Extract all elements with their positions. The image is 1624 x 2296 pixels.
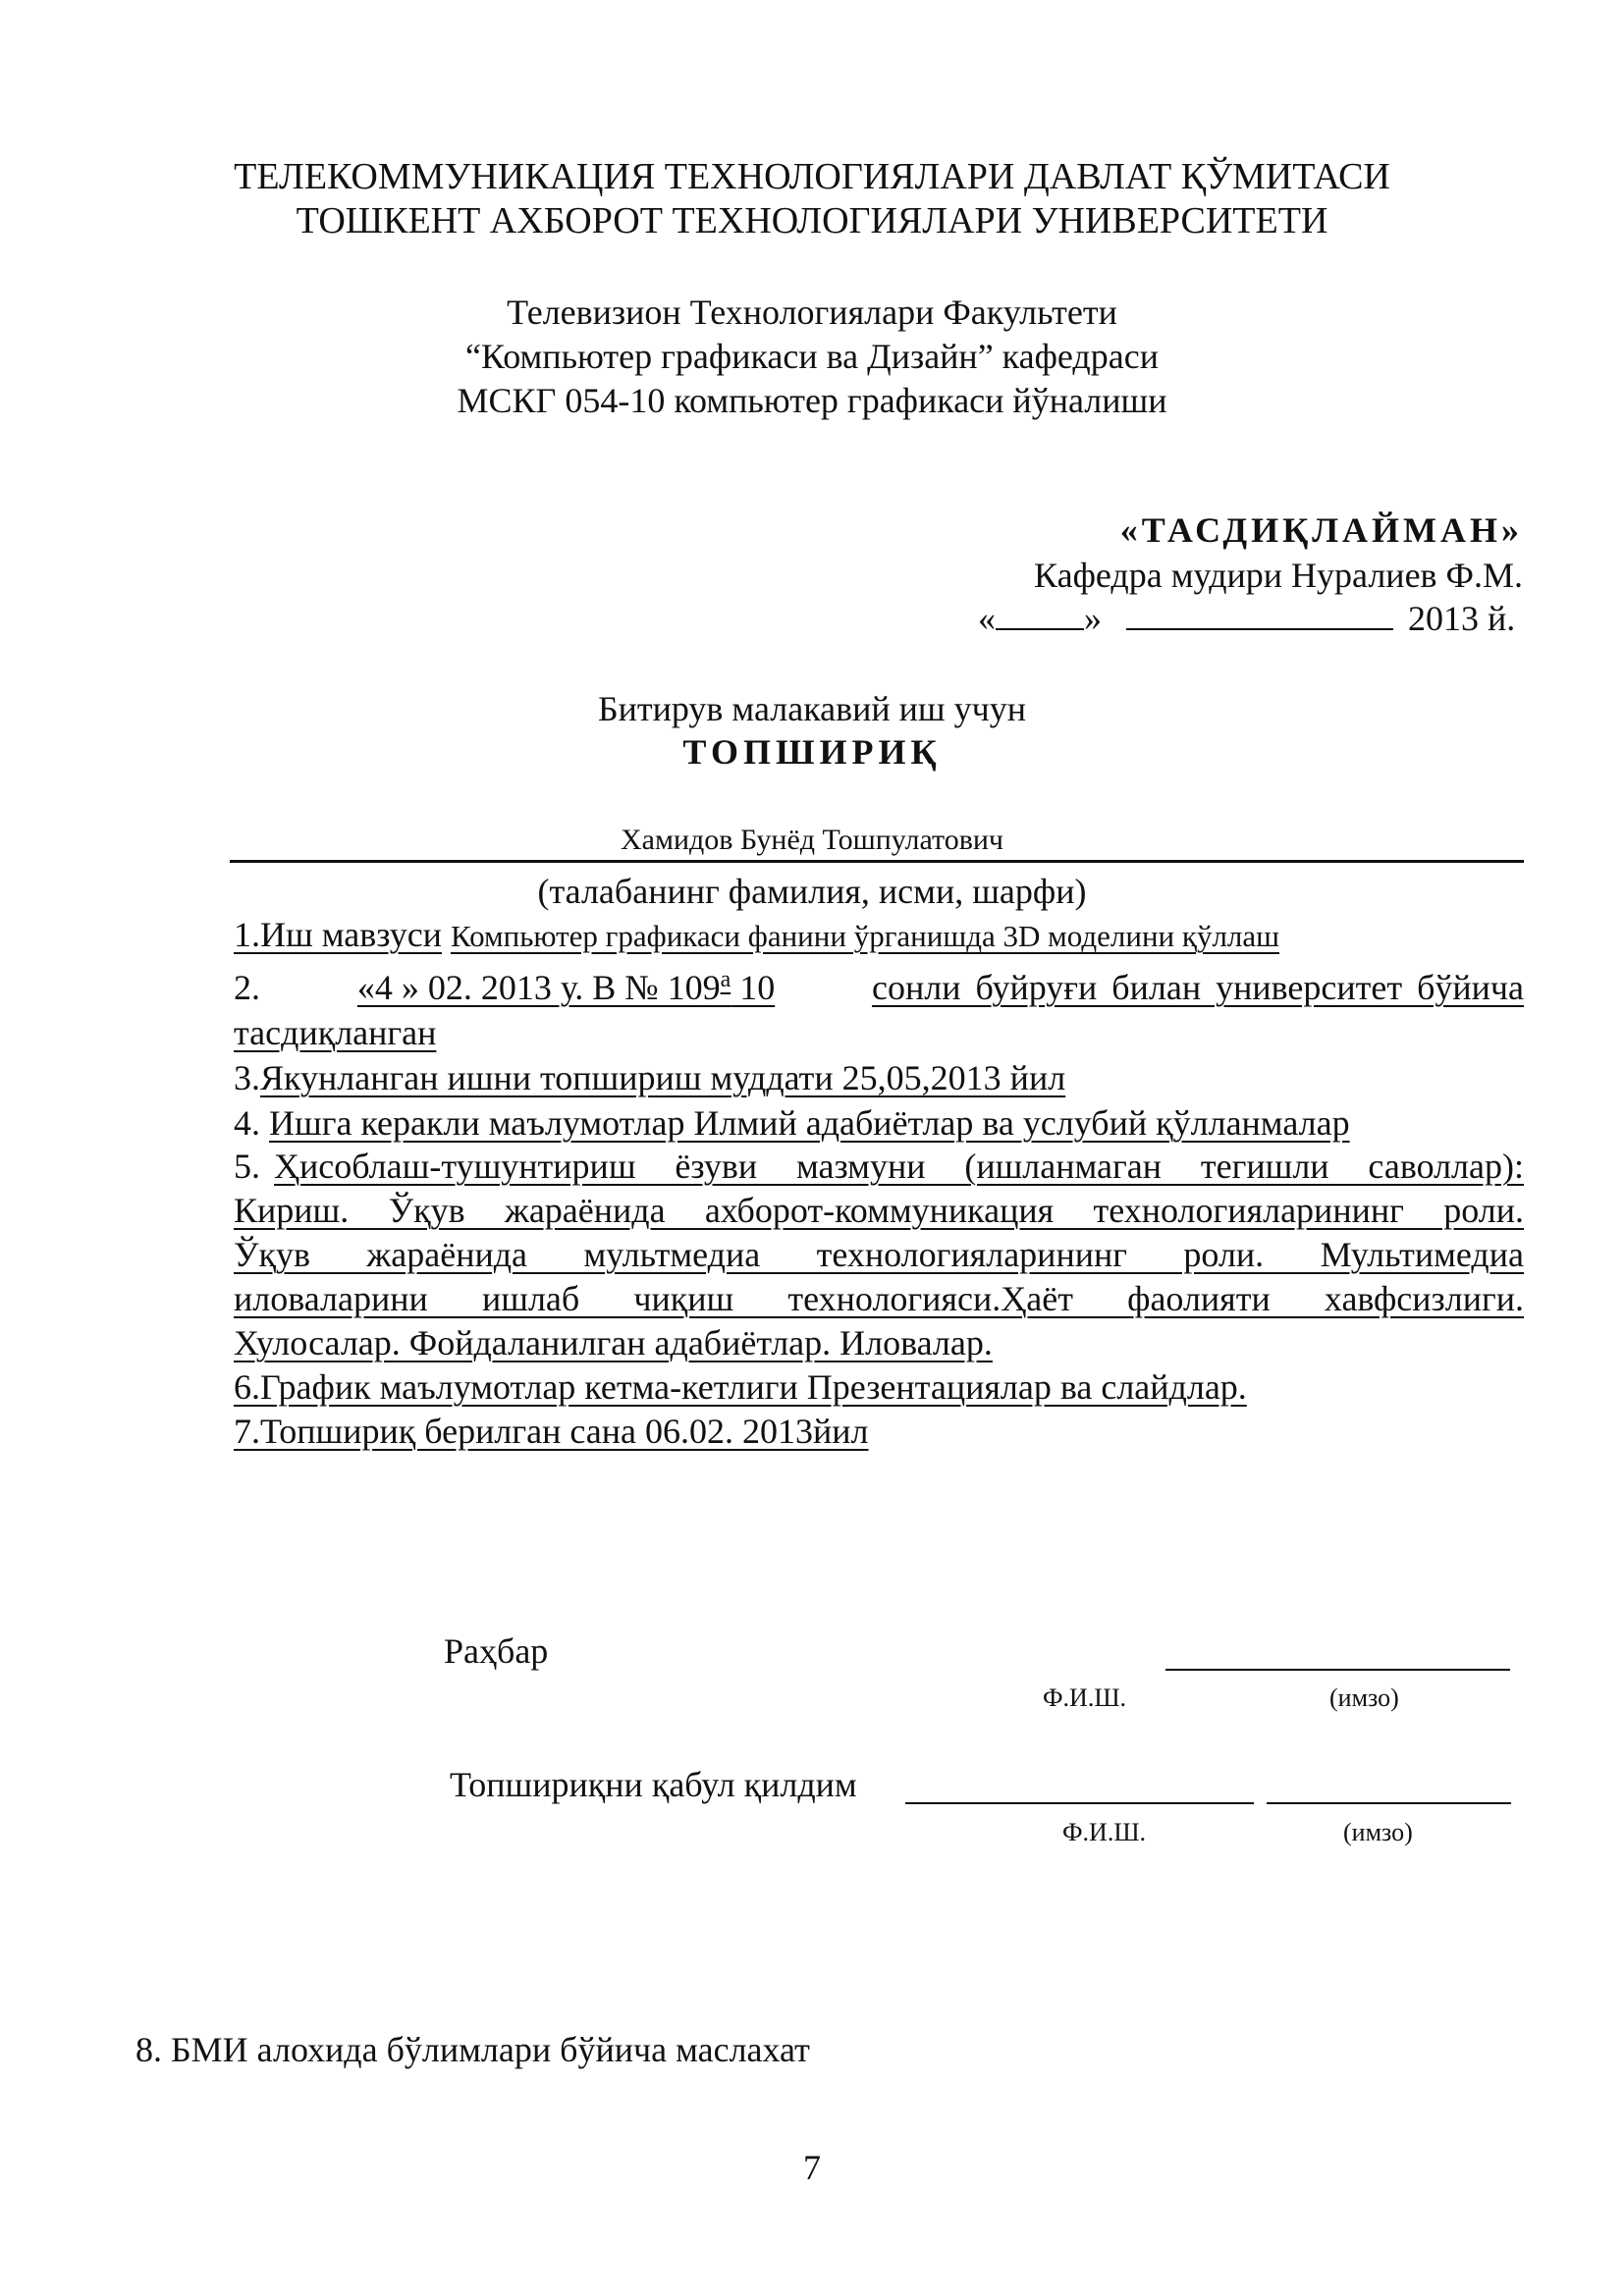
date-close-quote: » bbox=[1084, 599, 1102, 638]
received-signature-line bbox=[1267, 1802, 1511, 1804]
received-sign-caption: (имзо) bbox=[1343, 1818, 1413, 1846]
date-open-quote: « bbox=[978, 599, 996, 638]
item-2-order-date: «4 » 02. 2013 у. В № $109^а$ 10 bbox=[356, 967, 776, 1007]
supervisor-signature-line bbox=[1165, 1669, 1510, 1671]
direction-name: МСКГ 054-10 компьютер графикаси йўналиши bbox=[457, 381, 1167, 420]
item-1-value: Компьютер графикаси фанини ўрганишда 3D моделини қўллаш bbox=[450, 919, 1280, 953]
item-3-value: Якунланган ишни топшириш муддати 25,05,2013 йил bbox=[260, 1058, 1066, 1097]
item-1 bbox=[234, 913, 1279, 958]
student-name: Хамидов Бунёд Тошпулатович bbox=[621, 824, 1003, 856]
item-5-line4: иловаларини ишлаб чиқиш технологияси.Ҳаёт фаолияти хавфсизлиги. bbox=[234, 1279, 1524, 1318]
month-blank bbox=[1126, 599, 1393, 630]
student-caption: (талабанинг фамилия, исми, шарфи) bbox=[537, 872, 1087, 911]
approval-head: Кафедра мудири Нуралиев Ф.М. bbox=[1034, 556, 1523, 595]
task-subtitle: Битирув малакавий иш учун bbox=[597, 689, 1027, 728]
day-blank bbox=[996, 599, 1084, 630]
supervisor-label: Раҳбар bbox=[444, 1631, 549, 1671]
item-2-line2: тасдиқланган bbox=[234, 1013, 437, 1052]
item-8: 8. БМИ алохида бўлимлари бўйича маслахат bbox=[135, 2030, 810, 2069]
item-2-line1 bbox=[234, 966, 1524, 1009]
task-title: ТОПШИРИҚ bbox=[682, 732, 942, 772]
item-7: 7.Топшириқ берилган сана 06.02. 2013йил bbox=[234, 1412, 869, 1451]
item-5-line5: Хулосалар. Фойдаланилган адабиётлар. Иловалар. bbox=[234, 1323, 993, 1362]
ministry-title: ТЕЛЕКОММУНИКАЦИЯ ТЕХНОЛОГИЯЛАРИ ДАВЛАТ ҚЎМИТАСИ bbox=[234, 156, 1390, 197]
received-fio-line bbox=[905, 1802, 1254, 1804]
department-name: “Компьютер графикаси ва Дизайн” кафедраси bbox=[465, 337, 1159, 376]
item-3: 3.Якунланган ишни топшириш муддати 25,05,2013 йил bbox=[234, 1058, 1066, 1097]
item-4: 4. Ишга керакли маълумотлар Илмий адабиётлар ва услубий қўлланмалар bbox=[234, 1103, 1350, 1143]
item-4-value: Ишга керакли маълумотлар Илмий адабиётлар ва услубий қўлланмалар bbox=[269, 1103, 1350, 1143]
item-5-line2: Кириш. Ўқув жараёнида ахборот-коммуникация технологияларининг роли. bbox=[234, 1191, 1524, 1230]
received-label: Топшириқни қабул қилдим bbox=[450, 1765, 857, 1804]
item-2-number: 2. bbox=[234, 968, 260, 1007]
approval-year: 2013 й. bbox=[1408, 599, 1516, 638]
item-6: 6.График маълумотлар кетма-кетлиги Презентациялар ва слайдлар. bbox=[234, 1367, 1247, 1407]
item-1-label: 1.Иш мавзуси bbox=[234, 915, 442, 954]
item-5-line3: Ўқув жараёнида мультмедиа технологияларининг роли. Мультимедиа bbox=[234, 1235, 1524, 1274]
faculty-name: Телевизион Технологиялари Факультети bbox=[507, 293, 1117, 332]
page-number: 7 bbox=[803, 2148, 821, 2187]
student-name-line bbox=[230, 860, 1524, 863]
approval-title: «ТАСДИҚЛАЙМАН» bbox=[1119, 510, 1523, 550]
approval-date bbox=[978, 597, 1524, 640]
supervisor-sign-caption: (имзо) bbox=[1329, 1683, 1399, 1712]
received-fio-caption: Ф.И.Ш. bbox=[1062, 1818, 1147, 1846]
supervisor-fio-caption: Ф.И.Ш. bbox=[1043, 1683, 1127, 1712]
item-2-text: сонли буйруғи билан университет бўйича bbox=[872, 968, 1524, 1007]
university-title: ТОШКЕНТ АХБОРОТ ТЕХНОЛОГИЯЛАРИ УНИВЕРСИТЕТИ bbox=[296, 200, 1328, 241]
item-5-line1: 5. Ҳисоблаш-тушунтириш ёзуви мазмуни (ишланмаган тегишли саволлар): bbox=[234, 1147, 1524, 1186]
